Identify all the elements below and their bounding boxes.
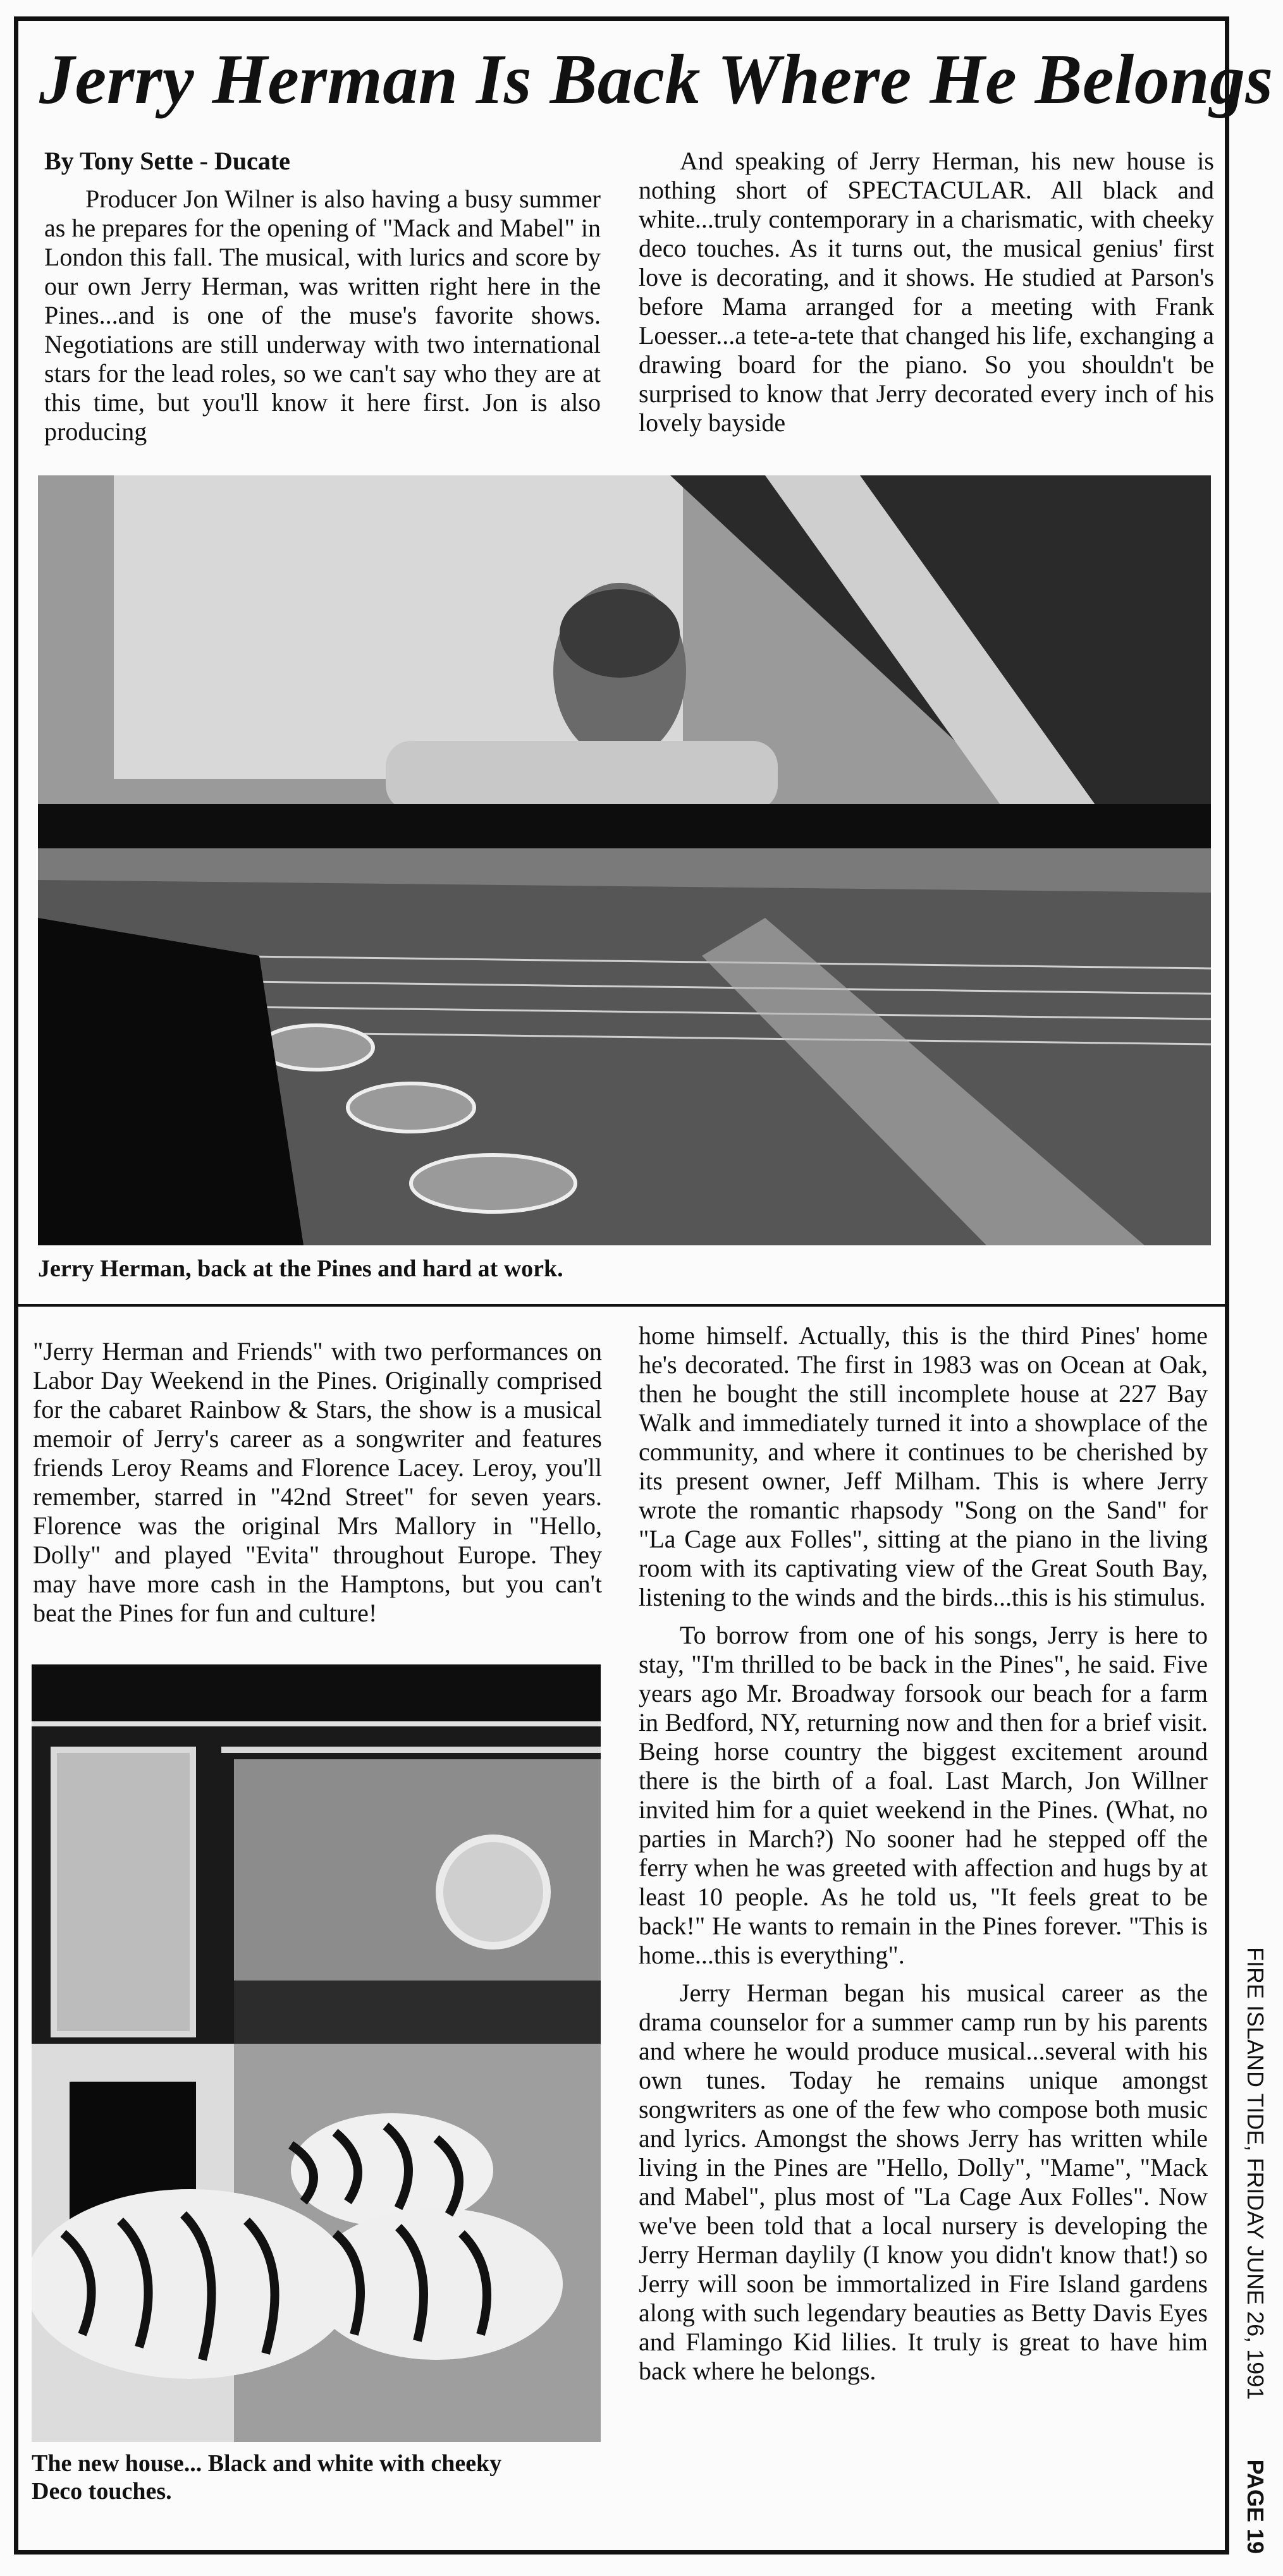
paragraph-col1-bottom: "Jerry Herman and Friends" with two performances on Labor Day Weekend in the Pines. Originally comprised for the cabaret Rainbow & Stars, the show is a musical memoir of Jerry's career as a songwriter and features friends Leroy Reams and Florence Lacey. Leroy, you'll remember, starred in "42nd Street" for seven years. Florence was the original Mrs Mallory in "Hello, Dolly" and played "Evita" throughout Europe. They may have more cash in the Hamptons, but you can't beat the Pines for fun and culture! [33, 1337, 602, 1627]
house-interior-photo [32, 1664, 601, 2442]
photo-caption-house-line2: Deco touches. [32, 2478, 172, 2505]
column-left-bottom [33, 1337, 602, 1628]
column-right-bottom [639, 1321, 1208, 2386]
photo-caption-piano: Jerry Herman, back at the Pines and hard at work. [38, 1255, 563, 1282]
byline: By Tony Sette - Ducate [44, 147, 290, 175]
paragraph-col1-top: Producer Jon Wilner is also having a busy summer as he prepares for the opening of "Mack and Mabel" in London this fall. The musical, with lurics and score by our own Jerry Herman, was written right here in the Pines...and is one of the muse's favorite shows. Negotiations are still underway with two international stars for the lead roles, so we can't say who they are at this time, but you'll know it here first. Jon is also producing [44, 185, 601, 446]
column-left-top [44, 147, 601, 446]
page-number: PAGE 19 [1243, 2459, 1268, 2554]
column-right-top [639, 147, 1214, 437]
paragraph-col2-bottom-3: Jerry Herman began his musical career as the drama counselor for a summer camp run by his parents and where he would produce musical...several with his own tunes. Today he remains unique amongst songwriters as one of the few who compose both music and lyrics. Amongst the shows Jerry has written while living in the Pines are "Hello, Dolly", "Mame", "Mack and Mabel", plus most of "La Cage Aux Folles". Now we've been told that a local nursery is developing the Jerry Herman daylily (I know you didn't know that!) so Jerry will soon be immortalized in Fire Island gardens along with such legendary beauties as Betty Davis Eyes and Flamingo Kid lilies. It truly is great to have him back where he belongs. [639, 1979, 1208, 2385]
photo-caption-house-line1: The new house... Black and white with cheeky [32, 2450, 502, 2477]
paragraph-col2-bottom-1: home himself. Actually, this is the third Pines' home he's decorated. The first in 1983 was on Ocean at Oak, then he bought the still incomplete house at 227 Bay Walk and immediately turned it into a showplace of the community, and where it continues to be cherished by its present owner, Jeff Milham. This is where Jerry wrote the romantic rhapsody "Song on the Sand" for "La Cage aux Folles", sitting at the piano in the living room with its captivating view of the Great South Bay, listening to the winds and the birds...this is his stimulus. [639, 1321, 1208, 1611]
paragraph-col2-top: And speaking of Jerry Herman, his new house is nothing short of SPECTACULAR. All black and white...truly contemporary in a charismatic, with cheeky deco touches. As it turns out, the musical genius' first love is decorating, and it shows. He studied at Parson's before Mama arranged for a meeting with Frank Loesser...a tete-a-tete that changed his life, exchanging a drawing board for the piano. So you shouldn't be surprised to know that Jerry decorated every inch of his lovely bayside [639, 147, 1214, 437]
piano-photo [38, 475, 1211, 1245]
publication-date-line: FIRE ISLAND TIDE, FRIDAY JUNE 26, 1991 [1243, 1947, 1268, 2400]
paragraph-col2-bottom-2: To borrow from one of his songs, Jerry is here to stay, "I'm thrilled to be back in the Pines", he said. Five years ago Mr. Broadway forsook our beach for a farm in Bedford, NY, returning now and then for a brief visit. Being horse country the biggest excitement around there is the birth of a foal. Last March, Jon Willner invited him for a quiet weekend in the Pines. (What, no parties in March?) No sooner had he stepped off the ferry when he was greeted with affection and hugs by at least 10 people. As he told us, "It feels great to be back!" He wants to remain in the Pines forever. "This is home...this is everything". [639, 1621, 1208, 1969]
section-divider [18, 1304, 1229, 1307]
photo-caption-house [32, 2450, 601, 2505]
page-footer-vertical [1236, 1947, 1274, 2554]
headline: Jerry Herman Is Back Where He Belongs [39, 40, 1274, 119]
